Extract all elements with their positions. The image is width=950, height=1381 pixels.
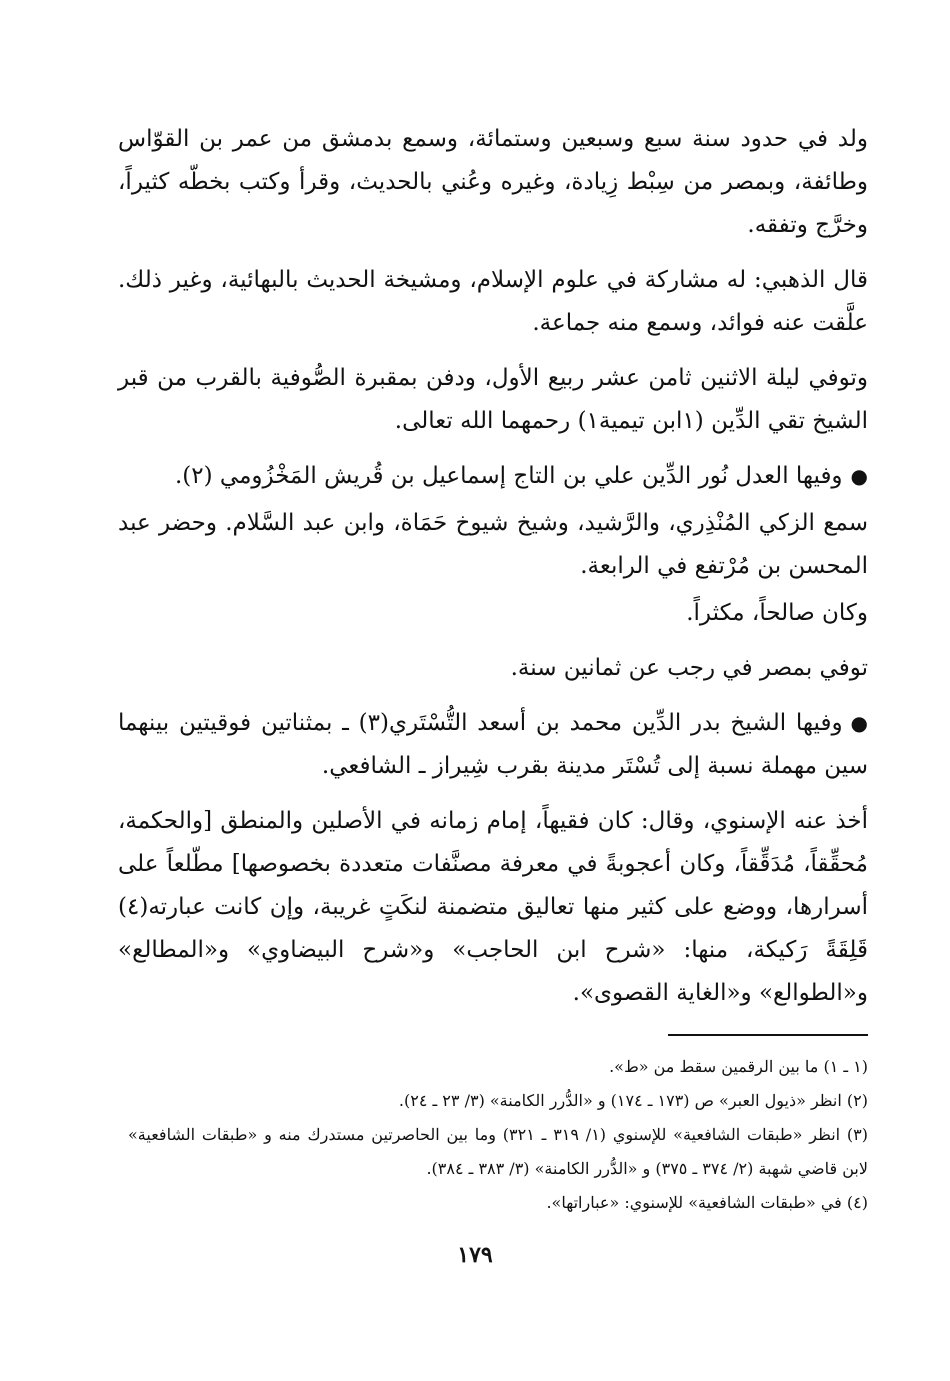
footnote-4: (٤) في «طبقات الشافعية» للإسنوي: «عباراتها». — [546, 1193, 868, 1212]
paragraph-text: قال الذهبي: له مشاركة في علوم الإسلام، ومشيخة الحديث بالبهائية، وغير ذلك. علَّقت عنه فوائد، وسمع منه جماعة. — [118, 267, 868, 336]
paragraph-text: أخذ عنه الإسنوي، وقال: كان فقيهاً، إمام زمانه في الأصلين والمنطق [والحكمة، مُحقِّقاً، مُدَقِّقاً، وكان أعجوبةً في معرفة مصنَّفات متعددة بخصوصها] مطّلعاً على أسرارها، ووضع على كثير منها تعاليق متضمنة لنكَتٍ غريبة، وإن كانت عبارته(٤) قَلِقَةً رَكيكة، منها: «شرح ابن الحاجب» و«شرح البيضاوي» و«المطالع» و«الطوالع» و«الغاية القصوى». — [118, 808, 868, 1006]
paragraph-isnawi-quote — [118, 800, 868, 1015]
paragraph-birth — [118, 118, 868, 247]
paragraph-text: توفي بمصر في رجب عن ثمانين سنة. — [510, 655, 868, 681]
page-body — [118, 118, 868, 1027]
paragraph-teachers — [118, 502, 868, 588]
paragraph-text: ولد في حدود سنة سبع وسبعين وستمائة، وسمع بدمشق من عمر بن القوّاس وطائفة، وبمصر من سِبْط زِيادة، وغيره وعُني بالحديث، وقرأ وكتب بخطّه كثيراً، وخرَّج وتفقه. — [118, 126, 868, 238]
page-number: ١٧٩ — [457, 1242, 493, 1268]
paragraph-death-2 — [118, 647, 868, 690]
paragraph-death — [118, 357, 868, 443]
paragraph-text: سمع الزكي المُنْذِري، والرَّشيد، وشيخ شيوخ حَمَاة، وابن عبد السَّلام. وحضر عبد المحسن بن مُرْتفع في الرابعة. — [118, 510, 868, 579]
paragraph-text: وكان صالحاً، مكثراً. — [686, 600, 868, 626]
bullet-icon: ● — [850, 711, 868, 735]
footnote-divider — [668, 1034, 868, 1036]
paragraph-text: وفيها العدل نُور الدِّين علي بن التاج إسماعيل بن قُريش المَخْزُومي (٢). — [174, 463, 843, 489]
footnote-2: (٢) انظر «ذيول العبر» ص (١٧٣ ـ ١٧٤) و «الدُّرر الكامنة» (٣/ ٢٣ ـ ٢٤). — [398, 1091, 868, 1110]
footnote-3: (٣) انظر «طبقات الشافعية» للإسنوي (١/ ٣١٩ ـ ٣٢١) وما بين الحاصرتين مستدرك منه و «طبقات الشافعية» لابن قاضي شهبة (٢/ ٣٧٤ ـ ٣٧٥) و «الدُّرر الكامنة» (٣/ ٣٨٣ ـ ٣٨٤). — [128, 1125, 869, 1178]
paragraph-entry-badr-aldin — [118, 702, 868, 788]
footnotes — [128, 1050, 868, 1220]
bullet-icon: ● — [850, 464, 868, 488]
paragraph-text: وفيها الشيخ بدر الدِّين محمد بن أسعد التُّسْتَري(٣) ـ بمثناتين فوقيتين بينهما سين مهملة نسبة إلى تُسْتَر مدينة بقرب شِيراز ـ الشافعي. — [118, 710, 868, 779]
paragraph-dhahabi-quote — [118, 259, 868, 345]
paragraph-character — [118, 592, 868, 635]
footnote-1: (١ ـ ١) ما بين الرقمين سقط من «ط». — [609, 1057, 868, 1076]
main-text — [118, 118, 868, 1015]
paragraph-text: وتوفي ليلة الاثنين ثامن عشر ربيع الأول، ودفن بمقبرة الصُّوفية بالقرب من قبر الشيخ تقي الدِّين (١ابن تيمية١) رحمهما الله تعالى. — [118, 365, 868, 434]
paragraph-entry-nur-aldin — [118, 455, 868, 498]
